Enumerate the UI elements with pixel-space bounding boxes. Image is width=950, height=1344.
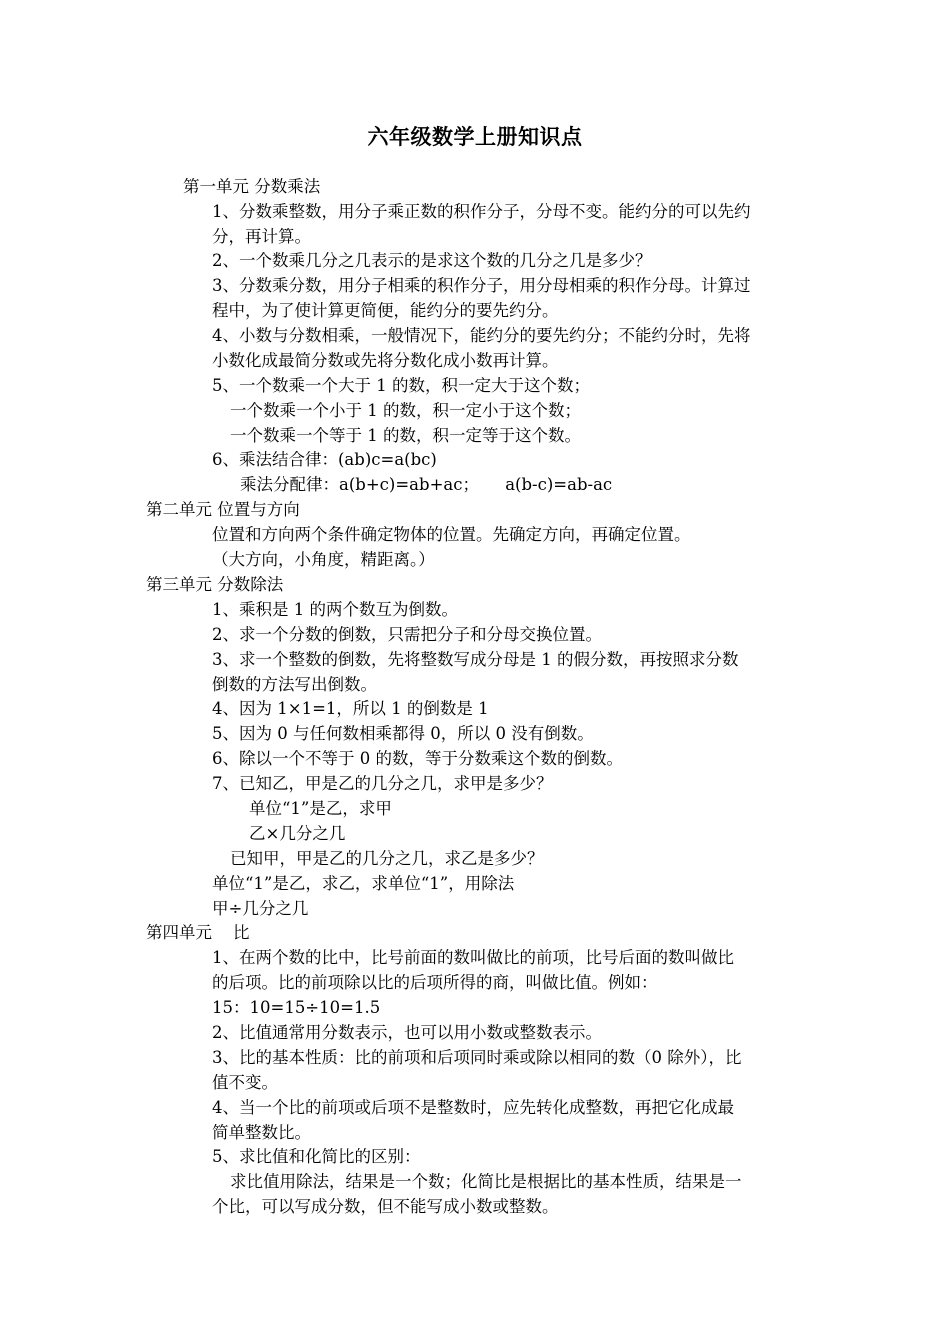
unit1-item4-line2: 小数化成最简分数或先将分数化成小数再计算。 [212,351,559,370]
unit3-item5: 5、因为 0 与任何数相乘都得 0，所以 0 没有倒数。 [212,724,594,743]
unit1-item5-line2: 一个数乘一个小于 1 的数，积一定小于这个数； [230,401,581,420]
unit1-item1-line1: 1、分数乘整数，用分子乘正数的积作分子，分母不变。能约分的可以先约 [212,202,751,221]
unit3-item1: 1、乘积是 1 的两个数互为倒数。 [212,600,458,619]
unit1-item1-line2: 分，再计算。 [212,227,311,246]
unit4-item1-line1: 1、在两个数的比中，比号前面的数叫做比的前项，比号后面的数叫做比 [212,948,734,967]
unit1-item6-line1: 6、乘法结合律：(ab)c=a(bc) [212,450,437,469]
unit4-heading: 第四单元 比 [146,923,250,942]
unit2-paragraph1: 位置和方向两个条件确定物体的位置。先确定方向，再确定位置。 [212,525,691,544]
unit1-item6-line2: 乘法分配律：a(b+c)=ab+ac； a(b-c)=ab-ac [240,475,613,494]
unit3-item7-line4: 已知甲，甲是乙的几分之几，求乙是多少？ [230,849,544,868]
unit3-heading: 第三单元 分数除法 [146,575,284,594]
unit4-item4-line2: 简单整数比。 [212,1123,311,1142]
unit3-item2: 2、求一个分数的倒数，只需把分子和分母交换位置。 [212,625,602,644]
unit3-item3-line2: 倒数的方法写出倒数。 [212,675,377,694]
unit1-item3-line1: 3、分数乘分数，用分子相乘的积作分子，用分母相乘的积作分母。计算过 [212,276,751,295]
unit4-item5-line3: 个比，可以写成分数，但不能写成小数或整数。 [212,1197,559,1216]
unit4-item5-line2: 求比值用除法，结果是一个数；化简比是根据比的基本性质，结果是一 [230,1172,742,1191]
unit3-item7-line6: 甲÷几分之几 [212,899,309,918]
unit3-item7-line1: 7、已知乙，甲是乙的几分之几，求甲是多少？ [212,774,553,793]
unit4-item3-line1: 3、比的基本性质：比的前项和后项同时乘或除以相同的数（0 除外），比 [212,1048,742,1067]
unit4-item4-line1: 4、当一个比的前项或后项不是整数时，应先转化成整数，再把它化成最 [212,1098,734,1117]
unit4-item5-line1: 5、求比值和化简比的区别： [212,1147,421,1166]
unit2-paragraph2: （大方向，小角度，精距离。） [212,550,435,569]
unit3-item7-line2: 单位“1”是乙，求甲 [249,799,392,818]
unit2-heading: 第二单元 位置与方向 [146,500,300,519]
unit3-item7-line5: 单位“1”是乙，求乙，求单位“1”，用除法 [212,874,515,893]
unit3-item6: 6、除以一个不等于 0 的数，等于分数乘这个数的倒数。 [212,749,623,768]
unit1-item3-line2: 程中，为了使计算更简便，能约分的要先约分。 [212,301,559,320]
unit3-item3-line1: 3、求一个整数的倒数，先将整数写成分母是 1 的假分数，再按照求分数 [212,650,739,669]
unit1-item5-line3: 一个数乘一个等于 1 的数，积一定等于这个数。 [230,426,581,445]
unit4-item2: 2、比值通常用分数表示，也可以用小数或整数表示。 [212,1023,602,1042]
page-title: 六年级数学上册知识点 [367,124,583,149]
unit3-item4: 4、因为 1×1=1，所以 1 的倒数是 1 [212,699,489,718]
unit4-item1-line3: 15：10=15÷10=1.5 [212,998,381,1017]
unit4-item3-line2: 值不变。 [212,1073,278,1092]
unit1-item4-line1: 4、小数与分数相乘，一般情况下，能约分的要先约分；不能约分时，先将 [212,326,751,345]
unit1-heading: 第一单元 分数乘法 [183,177,321,196]
unit3-item7-line3: 乙×几分之几 [249,824,346,843]
unit4-item1-line2: 的后项。比的前项除以比的后项所得的商，叫做比值。例如： [212,973,658,992]
unit1-item2: 2、一个数乘几分之几表示的是求这个数的几分之几是多少？ [212,251,652,270]
unit1-item5-line1: 5、一个数乘一个大于 1 的数，积一定大于这个数； [212,376,590,395]
